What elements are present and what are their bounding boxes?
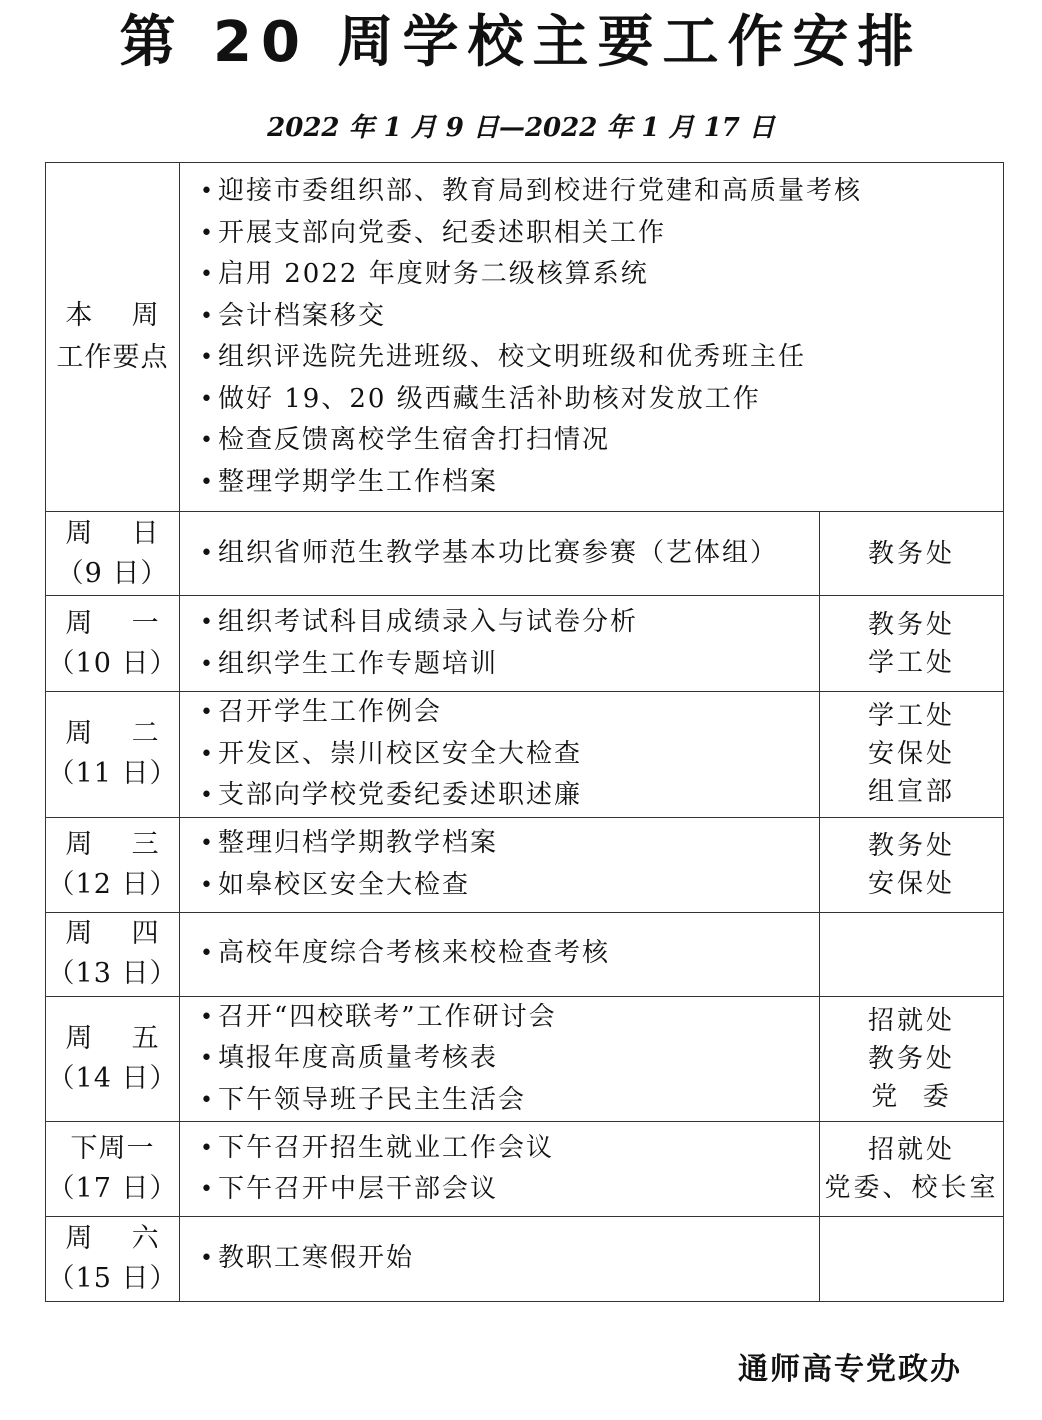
list-item — [200, 213, 1003, 255]
list-item — [200, 933, 819, 975]
day-name: 周 一 — [65, 607, 160, 639]
responsible-depts — [820, 512, 1004, 596]
day-date: （13 日） — [47, 958, 178, 989]
page-title: 第 20 周学校主要工作安排 — [119, 10, 923, 75]
day-label — [46, 692, 180, 818]
list-item-text: 组织学生工作专题培训 — [218, 648, 499, 679]
dept-name: 党 委 — [871, 1081, 952, 1112]
date-range: 2022 年 1 月 9 日—2022 年 1 月 17 日 — [267, 113, 775, 143]
bullet-icon: • — [200, 1087, 213, 1113]
footer-signature: 通师高专党政办 — [738, 1352, 962, 1387]
list-item-text: 组织省师范生教学基本功比赛参赛（艺体组） — [218, 537, 779, 568]
day-date: （15 日） — [47, 1263, 178, 1294]
list-item-text: 下午领导班子民主生活会 — [218, 1084, 527, 1115]
responsible-depts — [820, 692, 1004, 818]
bullet-icon: • — [200, 651, 213, 677]
day-row — [46, 512, 1004, 596]
list-item-text: 教职工寒假开始 — [218, 1243, 415, 1274]
schedule-table — [45, 162, 1004, 1302]
bullet-icon: • — [200, 345, 213, 370]
day-row — [46, 996, 1004, 1122]
dept-name: 招就处 — [868, 1005, 956, 1036]
day-tasks — [180, 1122, 820, 1217]
day-row — [46, 1217, 1004, 1302]
dept-name: 教务处 — [868, 538, 956, 569]
bullet-icon: • — [200, 741, 213, 767]
day-name: 周 二 — [65, 718, 160, 750]
list-item-text: 组织考试科目成绩录入与试卷分析 — [218, 607, 639, 637]
list-item — [200, 823, 819, 865]
list-item — [200, 379, 1003, 421]
dept-name: 安保处 — [868, 739, 956, 770]
responsible-depts — [820, 596, 1004, 692]
list-item — [200, 296, 1003, 338]
list-item — [200, 734, 819, 776]
day-name: 下周一 — [70, 1133, 155, 1164]
day-row — [46, 817, 1004, 912]
bullet-icon: • — [200, 1004, 213, 1030]
dept-name: 党委、校长室 — [824, 1173, 999, 1203]
dept-name: 教务处 — [868, 1043, 956, 1074]
day-row — [46, 1122, 1004, 1217]
dept-name: 学工处 — [868, 647, 956, 678]
list-item-text: 整理学期学生工作档案 — [218, 466, 499, 497]
key-points-list — [180, 163, 1004, 512]
bullet-icon: • — [200, 610, 213, 635]
key-points-row — [46, 163, 1004, 512]
list-item-text: 做好 19、20 级西藏生活补助核对发放工作 — [218, 383, 761, 414]
responsible-depts — [820, 1122, 1004, 1217]
bullet-icon: • — [200, 1046, 213, 1071]
list-item — [200, 533, 819, 575]
list-item-text: 开展支部向党委、纪委述职相关工作 — [218, 217, 667, 248]
list-item — [200, 775, 819, 817]
day-name: 周 日 — [65, 517, 160, 549]
list-item — [200, 462, 1003, 504]
list-item — [200, 692, 819, 734]
list-item — [200, 1238, 819, 1280]
bullet-icon: • — [200, 1135, 213, 1161]
day-label — [46, 1122, 180, 1217]
day-row — [46, 692, 1004, 818]
day-date: （14 日） — [47, 1062, 178, 1094]
dept-name: 组宣部 — [868, 777, 956, 808]
bullet-icon: • — [200, 783, 213, 808]
list-item — [200, 997, 819, 1039]
list-item — [200, 171, 1003, 213]
day-label — [46, 996, 180, 1122]
bullet-icon: • — [200, 428, 213, 453]
list-item — [200, 337, 1003, 379]
day-row — [46, 596, 1004, 692]
list-item-text: 会计档案移交 — [218, 300, 387, 331]
list-item — [200, 644, 819, 686]
list-item — [200, 865, 819, 907]
day-date: （10 日） — [47, 647, 178, 679]
list-item-text: 下午召开中层干部会议 — [218, 1174, 499, 1204]
day-name: 周 六 — [65, 1223, 160, 1254]
list-item-text: 组织评选院先进班级、校文明班级和优秀班主任 — [218, 342, 807, 372]
list-item-text: 下午召开招生就业工作会议 — [218, 1132, 555, 1163]
key-points-label — [46, 163, 180, 512]
day-label — [46, 1217, 180, 1302]
list-item-text: 如皋校区安全大检查 — [218, 869, 471, 900]
list-item-text: 支部向学校党委纪委述职述廉 — [218, 780, 583, 810]
list-item-text: 迎接市委组织部、教育局到校进行党建和高质量考核 — [218, 176, 863, 206]
list-item — [200, 254, 1003, 296]
day-row — [46, 912, 1004, 996]
day-date: （17 日） — [47, 1173, 178, 1204]
list-item-text: 召开学生工作例会 — [218, 697, 443, 727]
dept-name: 安保处 — [868, 868, 956, 899]
list-item — [200, 1038, 819, 1080]
day-tasks — [180, 1217, 820, 1302]
responsible-depts — [820, 912, 1004, 996]
day-tasks — [180, 996, 820, 1122]
list-item-text: 高校年度综合考核来校检查考核 — [218, 938, 611, 969]
bullet-icon: • — [200, 1177, 213, 1202]
dept-name: 学工处 — [868, 701, 956, 732]
day-date: （12 日） — [47, 868, 178, 900]
day-tasks — [180, 512, 820, 596]
list-item — [200, 1169, 819, 1211]
day-label — [46, 912, 180, 996]
bullet-icon: • — [200, 700, 213, 725]
list-item — [200, 420, 1003, 462]
bullet-icon: • — [200, 220, 213, 246]
bullet-icon: • — [200, 540, 213, 566]
day-tasks — [180, 692, 820, 818]
responsible-depts — [820, 1217, 1004, 1302]
day-name: 周 四 — [65, 918, 160, 949]
day-tasks — [180, 912, 820, 996]
key-points-label-line1: 本 周 — [65, 300, 160, 331]
day-label — [46, 596, 180, 692]
day-tasks — [180, 596, 820, 692]
list-item — [200, 1080, 819, 1122]
day-name: 周 三 — [65, 828, 160, 860]
day-date: （9 日） — [56, 557, 169, 589]
bullet-icon: • — [200, 872, 213, 898]
bullet-icon: • — [200, 179, 213, 204]
key-points-label-line2: 工作要点 — [56, 342, 169, 373]
dept-name: 教务处 — [868, 609, 956, 640]
dept-name: 招就处 — [868, 1135, 956, 1165]
bullet-icon: • — [200, 831, 213, 856]
day-label — [46, 817, 180, 912]
bullet-icon: • — [200, 262, 213, 287]
dept-name: 教务处 — [868, 830, 956, 861]
day-date: （11 日） — [47, 758, 178, 790]
bullet-icon: • — [200, 941, 213, 967]
list-item-text: 填报年度高质量考核表 — [218, 1043, 499, 1073]
bullet-icon: • — [200, 386, 213, 412]
responsible-depts — [820, 996, 1004, 1122]
list-item — [200, 602, 819, 644]
bullet-icon: • — [200, 469, 213, 495]
list-item-text: 检查反馈离校学生宿舍打扫情况 — [218, 425, 611, 455]
responsible-depts — [820, 817, 1004, 912]
list-item-text: 整理归档学期教学档案 — [218, 828, 499, 858]
day-label — [46, 512, 180, 596]
bullet-icon: • — [200, 303, 213, 329]
list-item-text: 开发区、崇川校区安全大检查 — [218, 738, 583, 769]
bullet-icon: • — [200, 1246, 213, 1272]
list-item-text: 召开“四校联考”工作研讨会 — [218, 1001, 557, 1032]
list-item — [200, 1128, 819, 1170]
day-name: 周 五 — [65, 1022, 160, 1054]
day-tasks — [180, 817, 820, 912]
list-item-text: 启用 2022 年度财务二级核算系统 — [218, 259, 649, 289]
